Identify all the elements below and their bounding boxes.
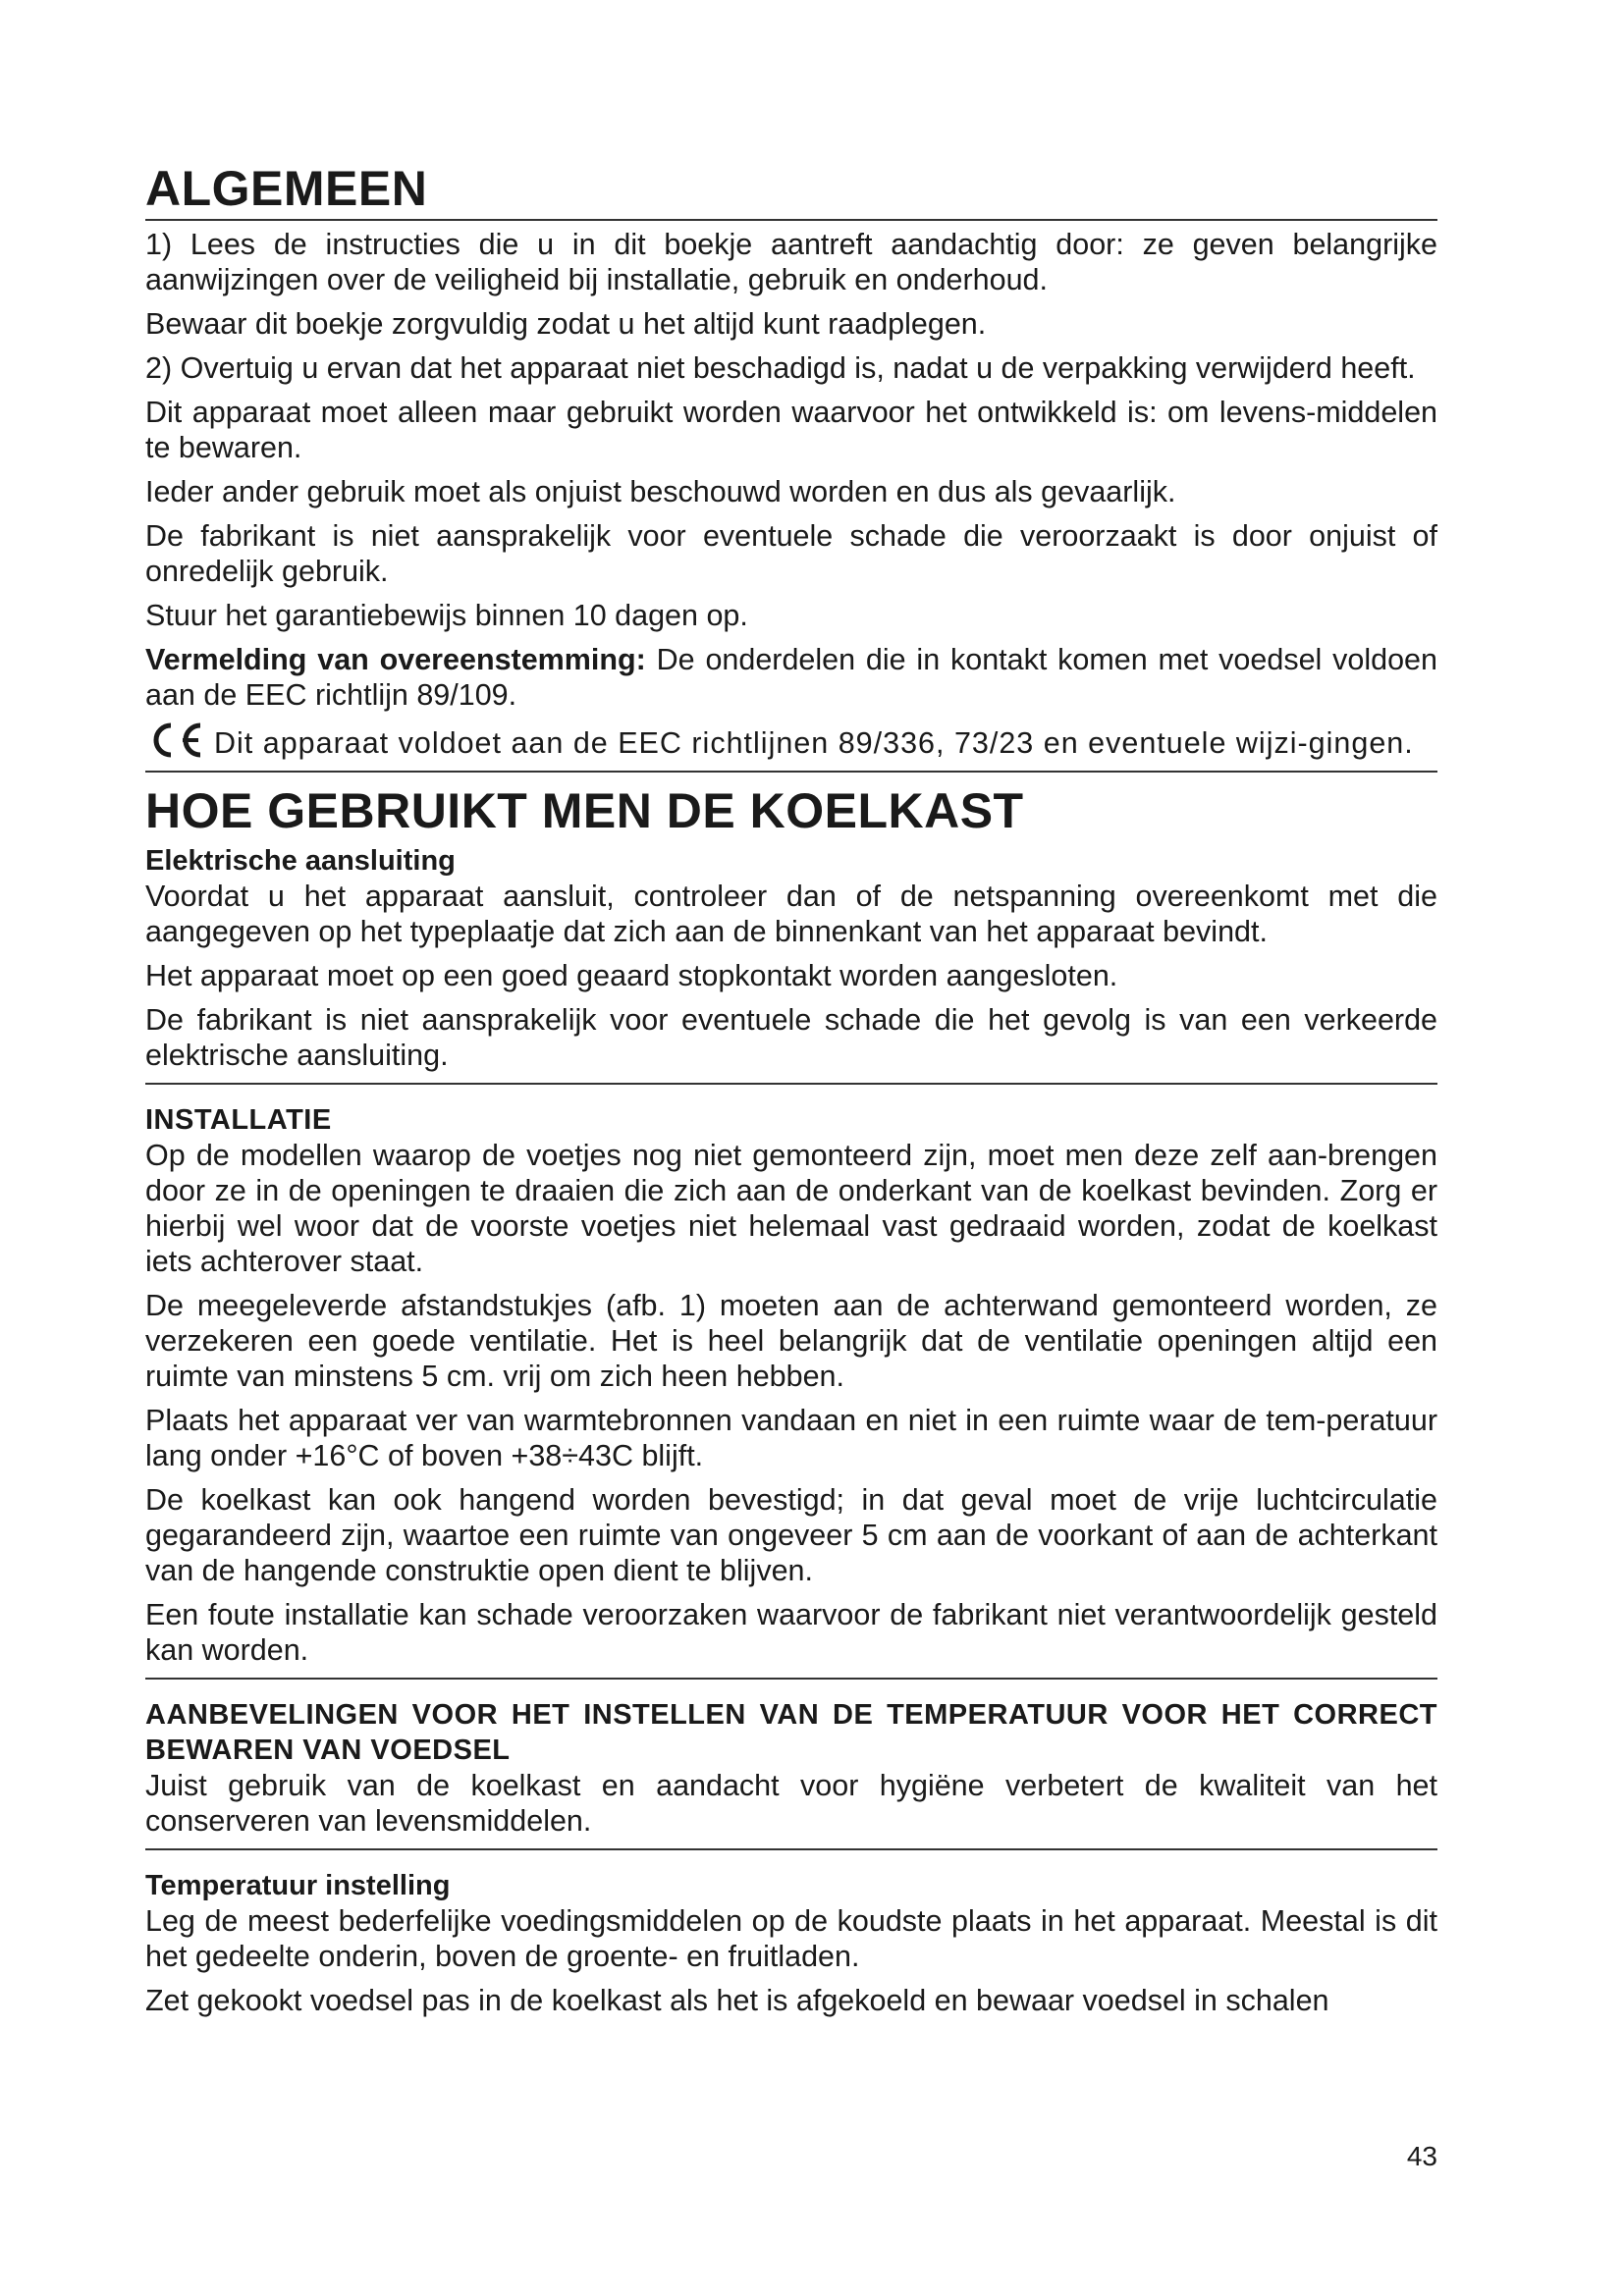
paragraph: Leg de meest bederfelijke voedingsmiddelen op de koudste plaats in het apparaat. Meestal is dit het gedeelte onderin, boven de groente- en fruitladen. — [145, 1904, 1437, 1973]
paragraph: Op de modellen waarop de voetjes nog niet gemonteerd zijn, moet men deze zelf aan-brengen door ze in de openingen te draaien die zich aan de onderkant van de koelkast bevinden. Zorg er hierbij wel woor dat de voorste voetjes niet helemaal vast gedraaid worden, zodat de koelkast iets achterover staat. — [145, 1139, 1437, 1278]
divider — [145, 771, 1437, 773]
page-number: 43 — [1406, 2141, 1437, 2171]
divider — [145, 1848, 1437, 1850]
paragraph: Een foute installatie kan schade veroorzaken waarvoor de fabrikant niet verantwoordelijk gesteld kan worden. — [145, 1598, 1437, 1667]
paragraph: Bewaar dit boekje zorgvuldig zodat u het altijd kunt raadplegen. — [145, 307, 987, 341]
subheading-elektrische-aansluiting: Elektrische aansluiting — [145, 845, 456, 877]
paragraph: De fabrikant is niet aansprakelijk voor eventuele schade die veroorzaakt is door onjuist of onredelijk gebruik. — [145, 519, 1437, 588]
document-page — [145, 160, 1437, 2018]
heading-aanbevelingen: AANBEVELINGEN VOOR HET INSTELLEN VAN DE TEMPERATUUR VOOR HET CORRECT BEWAREN VAN VOEDSEL — [145, 1699, 1437, 1766]
section-algemeen — [145, 160, 1437, 773]
section-installatie — [145, 1102, 1437, 1680]
paragraph: De koelkast kan ook hangend worden bevestigd; in dat geval moet de vrije luchtcirculatie gegarandeerd zijn, waartoe een ruimte van ongeveer 5 cm aan de voorkant of aan de achterkant van de hangende construktie open dient te blijven. — [145, 1483, 1437, 1587]
paragraph: Plaats het apparaat ver van warmtebronnen vandaan en niet in een ruimte waar de tem-peratuur lang onder +16°C of boven +38÷43C blijft. — [145, 1404, 1437, 1472]
paragraph: Zet gekookt voedsel pas in de koelkast als het is afgekoeld en bewaar voedsel in schalen — [145, 1984, 1329, 2017]
heading-installatie: INSTALLATIE — [145, 1104, 332, 1136]
paragraph: Stuur het garantiebewijs binnen 10 dagen op. — [145, 599, 748, 632]
divider — [145, 1083, 1437, 1085]
paragraph: Dit apparaat moet alleen maar gebruikt worden waarvoor het ontwikkeld is: om levens-middelen te bewaren. — [145, 396, 1437, 464]
paragraph: De meegeleverde afstandstukjes (afb. 1) moeten aan de achterwand gemonteerd worden, ze verzekeren een goede ventilatie. Het is heel belangrijk dat de ventilatie openingen altijd een ruimte van minstens 5 cm. vrij om zich heen hebben. — [145, 1289, 1437, 1393]
heading-algemeen: ALGEMEEN — [145, 160, 1437, 221]
paragraph: Voordat u het apparaat aansluit, controleer dan of de netspanning overeenkomt met die aangegeven op het typeplaatje dat zich aan de binnenkant van het apparaat bevindt. — [145, 880, 1437, 948]
divider — [145, 1678, 1437, 1680]
paragraph: Juist gebruik van de koelkast en aandacht voor hygiëne verbetert de kwaliteit van het conserveren van levensmiddelen. — [145, 1769, 1437, 1838]
paragraph: 1) Lees de instructies die u in dit boekje aantreft aandachtig door: ze geven belangrijke aanwijzingen over de veiligheid bij installatie, gebruik en onderhoud. — [145, 228, 1437, 296]
section-gebruik — [145, 782, 1437, 1085]
section-aanbevelingen — [145, 1697, 1437, 1850]
paragraph: Ieder ander gebruik moet als onjuist beschouwd worden en dus als gevaarlijk. — [145, 475, 1176, 508]
paragraph: 2) Overtuig u ervan dat het apparaat niet beschadigd is, nadat u de verpakking verwijderd heeft. — [145, 351, 1416, 385]
ce-paragraph — [145, 721, 1437, 761]
heading-gebruik: HOE GEBRUIKT MEN DE KOELKAST — [145, 783, 1024, 838]
paragraph: De fabrikant is niet aansprakelijk voor eventuele schade die het gevolg is van een verkeerde elektrische aansluiting. — [145, 1003, 1437, 1072]
heading-temperatuur: Temperatuur instelling — [145, 1870, 451, 1901]
section-temperatuur — [145, 1868, 1437, 2018]
ce-mark-icon — [145, 721, 206, 759]
paragraph: Het apparaat moet op een goed geaard stopkontakt worden aangesloten. — [145, 959, 1118, 992]
ce-text: Dit apparaat voldoet aan de EEC richtlijnen 89/336, 73/23 en eventuele wijzi-gingen. — [214, 726, 1414, 760]
conformity-paragraph — [145, 642, 1437, 713]
conformity-label: Vermelding van overeenstemming: — [145, 643, 646, 676]
conformity-text: De onderdelen die in kontakt komen met voedsel voldoen aan de EEC richtlijn 89/109. — [145, 643, 1437, 712]
